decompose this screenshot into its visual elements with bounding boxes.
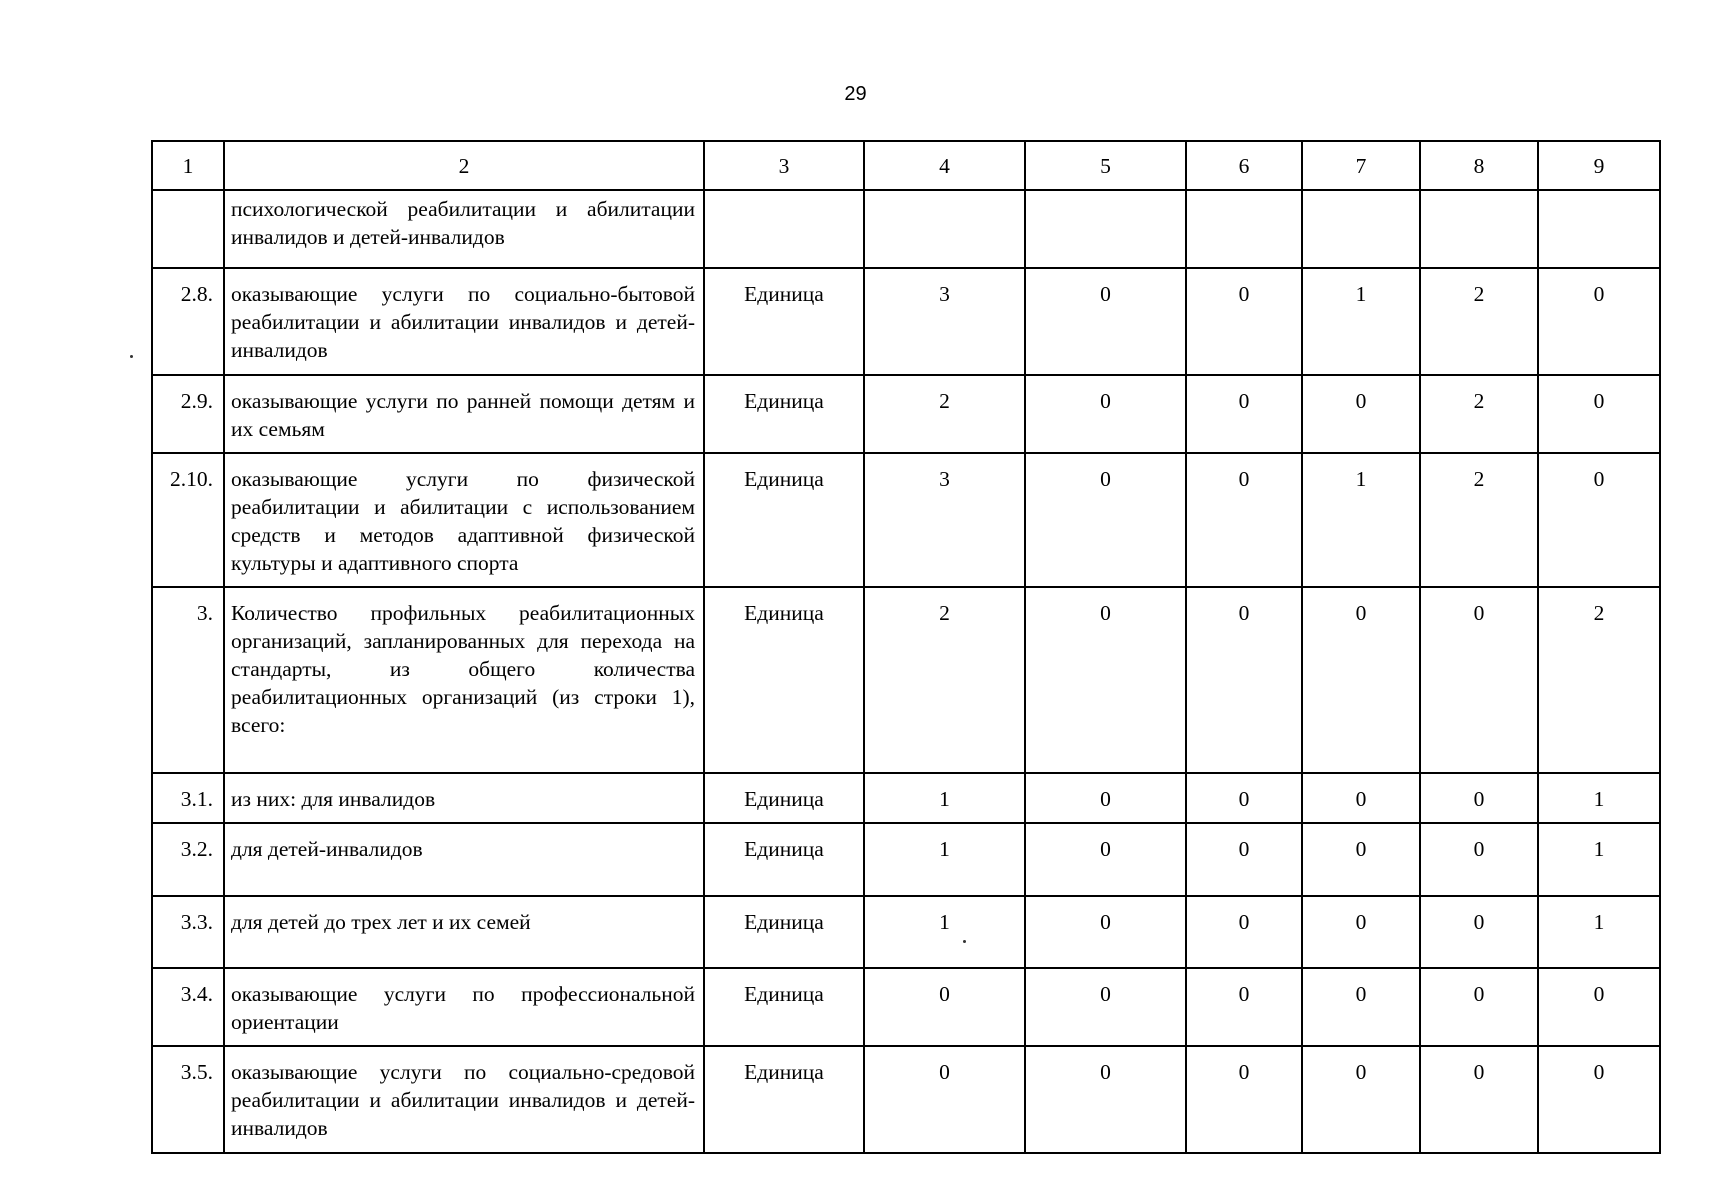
row-value: 2 [1538, 587, 1660, 773]
row-value: 0 [1302, 587, 1420, 773]
row-value: 2 [1420, 375, 1538, 453]
row-description: оказывающие услуги по социально-бытовой реабилитации и абилитации инвалидов и детей-инвалидов [224, 268, 704, 375]
row-value: 0 [1302, 968, 1420, 1046]
row-value: 1 [1302, 268, 1420, 375]
column-header: 7 [1302, 141, 1420, 190]
row-value: 2 [1420, 268, 1538, 375]
row-number: 3.5. [152, 1046, 224, 1153]
row-value: 0 [1302, 375, 1420, 453]
row-value: 0 [1420, 773, 1538, 823]
row-value: 0 [1302, 896, 1420, 968]
row-description: из них: для инвалидов [224, 773, 704, 823]
scan-speck [130, 355, 133, 358]
row-unit: Единица [704, 896, 864, 968]
row-unit: Единица [704, 375, 864, 453]
row-unit: Единица [704, 823, 864, 896]
row-value: 2 [1420, 453, 1538, 587]
row-value: 1 [864, 773, 1025, 823]
row-value: 0 [1420, 1046, 1538, 1153]
row-value: 0 [1186, 1046, 1302, 1153]
row-unit: Единица [704, 587, 864, 773]
row-value: 0 [1186, 375, 1302, 453]
row-value: 1 [1302, 453, 1420, 587]
row-number [152, 190, 224, 268]
row-description: психологической реабилитации и абилитации инвалидов и детей-инвалидов [224, 190, 704, 268]
column-header: 4 [864, 141, 1025, 190]
row-number: 3.2. [152, 823, 224, 896]
row-value: 3 [864, 268, 1025, 375]
row-value [1538, 190, 1660, 268]
row-value: 1 [864, 896, 1025, 968]
row-number: 3.1. [152, 773, 224, 823]
row-value: 0 [1302, 773, 1420, 823]
row-value: 0 [864, 1046, 1025, 1153]
row-unit [704, 190, 864, 268]
column-header: 5 [1025, 141, 1186, 190]
row-value: 0 [1025, 968, 1186, 1046]
row-value: 0 [1538, 968, 1660, 1046]
row-value: 0 [1420, 823, 1538, 896]
row-value: 0 [1538, 268, 1660, 375]
row-value: 0 [1025, 896, 1186, 968]
row-value: 1 [1538, 896, 1660, 968]
table-row [152, 823, 1660, 896]
row-value: 3 [864, 453, 1025, 587]
row-value: 0 [1420, 968, 1538, 1046]
row-value: 0 [1186, 453, 1302, 587]
row-value: 0 [1186, 773, 1302, 823]
row-value: 0 [1025, 773, 1186, 823]
row-value: 0 [1186, 268, 1302, 375]
row-description: для детей-инвалидов [224, 823, 704, 896]
table-row [152, 375, 1660, 453]
row-value: 0 [1186, 968, 1302, 1046]
row-number: 2.10. [152, 453, 224, 587]
row-description: Количество профильных реабилитационных организаций, запланированных для перехода на стандарты, из общего количества реабилитационных организаций (из строки 1), всего: [224, 587, 704, 773]
row-value: 0 [1025, 823, 1186, 896]
column-header: 2 [224, 141, 704, 190]
row-value: 0 [1538, 375, 1660, 453]
row-unit: Единица [704, 773, 864, 823]
header-row [152, 141, 1660, 190]
row-unit: Единица [704, 968, 864, 1046]
row-number: 2.8. [152, 268, 224, 375]
row-value: 2 [864, 587, 1025, 773]
table-row [152, 190, 1660, 268]
row-unit: Единица [704, 1046, 864, 1153]
row-number: 3. [152, 587, 224, 773]
row-value: 0 [1186, 896, 1302, 968]
row-description: оказывающие услуги по физической реабилитации и абилитации с использованием средств и методов адаптивной физической культуры и адаптивного спорта [224, 453, 704, 587]
row-value: 0 [1538, 1046, 1660, 1153]
table-row [152, 587, 1660, 773]
row-value: 2 [864, 375, 1025, 453]
row-value: 0 [864, 968, 1025, 1046]
row-value [1420, 190, 1538, 268]
column-header: 1 [152, 141, 224, 190]
row-value: 0 [1420, 587, 1538, 773]
row-value: 0 [1025, 375, 1186, 453]
row-value: 0 [1186, 587, 1302, 773]
row-value: 0 [1025, 587, 1186, 773]
row-value: 0 [1302, 823, 1420, 896]
row-value: 0 [1302, 1046, 1420, 1153]
row-value: 1 [864, 823, 1025, 896]
row-value [1186, 190, 1302, 268]
row-value [864, 190, 1025, 268]
column-header: 9 [1538, 141, 1660, 190]
row-number: 2.9. [152, 375, 224, 453]
table-row [152, 968, 1660, 1046]
row-description: оказывающие услуги по профессиональной ориентации [224, 968, 704, 1046]
row-unit: Единица [704, 453, 864, 587]
row-value: 1 [1538, 773, 1660, 823]
row-value: 0 [1025, 1046, 1186, 1153]
row-value: 0 [1025, 268, 1186, 375]
table-row [152, 268, 1660, 375]
column-header: 3 [704, 141, 864, 190]
table-row [152, 1046, 1660, 1153]
row-number: 3.4. [152, 968, 224, 1046]
row-value: 0 [1025, 453, 1186, 587]
row-number: 3.3. [152, 896, 224, 968]
row-value [1302, 190, 1420, 268]
table-row [152, 896, 1660, 968]
page-number: 29 [844, 83, 867, 105]
statistics-table [151, 140, 1661, 1154]
row-value: 0 [1420, 896, 1538, 968]
row-value [1025, 190, 1186, 268]
column-header: 6 [1186, 141, 1302, 190]
row-value: 0 [1538, 453, 1660, 587]
table-row [152, 773, 1660, 823]
row-description: оказывающие услуги по ранней помощи детям и их семьям [224, 375, 704, 453]
row-description: для детей до трех лет и их семей [224, 896, 704, 968]
row-description: оказывающие услуги по социально-средовой реабилитации и абилитации инвалидов и детей-инвалидов [224, 1046, 704, 1153]
column-header: 8 [1420, 141, 1538, 190]
row-value: 0 [1186, 823, 1302, 896]
row-unit: Единица [704, 268, 864, 375]
row-value: 1 [1538, 823, 1660, 896]
table-row [152, 453, 1660, 587]
